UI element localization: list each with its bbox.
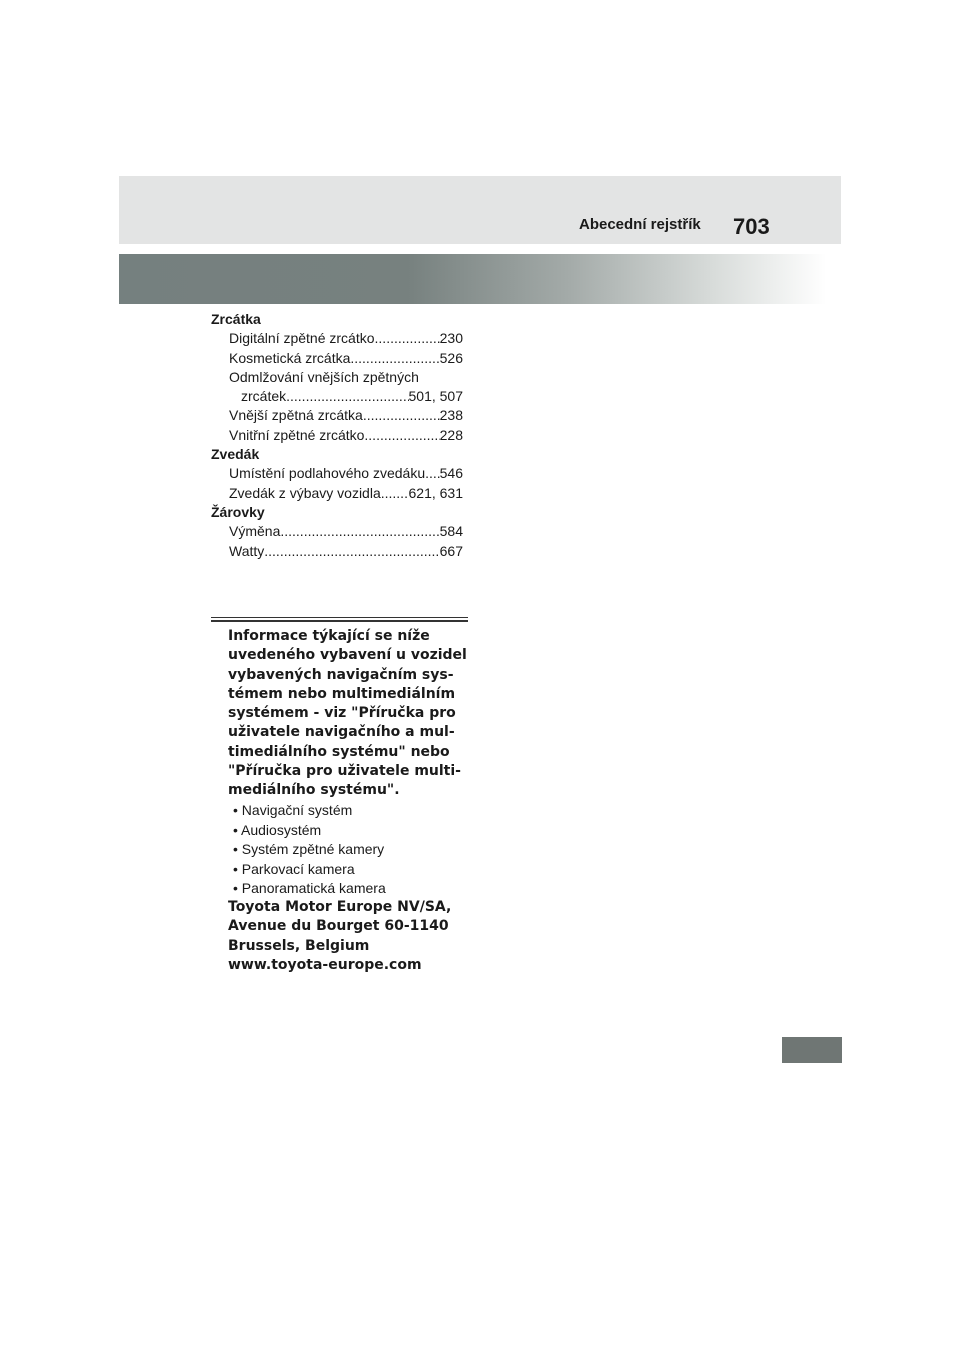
index-entry: Vnější zpětná zrcátka ..... 238 <box>211 406 463 425</box>
thumb-index-tab <box>782 1037 842 1063</box>
index-entry: Odmlžování vnějších zpětných <box>229 368 419 385</box>
info-line: vybavených navigačním sys- <box>228 666 454 683</box>
section-title: Abecední rejstřík <box>579 216 701 233</box>
list-item: • Navigační systém <box>233 802 353 818</box>
info-line: systémem - viz "Příručka pro <box>228 705 456 722</box>
list-item: • Audiosystém <box>233 821 322 838</box>
index-entry: Watty ..... 667 <box>211 542 463 561</box>
index-heading: Zrcátka <box>211 311 261 327</box>
address-line: Toyota Motor Europe NV/SA, <box>228 899 452 915</box>
company-address <box>228 898 478 975</box>
index-heading: Zvedák <box>211 446 260 463</box>
info-notice <box>228 627 472 801</box>
index-entry: Kosmetická zrcátka ..... 526 <box>211 349 463 368</box>
index-entry: Digitální zpětné zrcátko ..... 230 <box>211 329 463 348</box>
double-rule-divider <box>211 617 468 622</box>
info-line: témem nebo multimediálním <box>228 685 456 702</box>
address-line: Brussels, Belgium <box>228 937 370 954</box>
info-line: mediálního systému". <box>228 782 400 799</box>
info-line: uvedeného vybavení u vozidel <box>228 647 467 664</box>
list-item: • Parkovací kamera <box>233 860 355 877</box>
address-line: Avenue du Bourget 60-1140 <box>228 918 449 935</box>
header-gradient-bar <box>119 254 841 304</box>
index-list <box>211 310 463 561</box>
info-line: timediálního systému" nebo <box>228 743 450 760</box>
index-entry: Vnitřní zpětné zrcátko ..... 228 <box>211 426 463 445</box>
index-entry-continued: zrcátek ..... 501, 507 <box>211 387 463 406</box>
info-line: Informace týkající se níže <box>228 628 430 644</box>
index-entry: Umístění podlahového zvedáku ..... 546 <box>211 464 463 483</box>
info-line: uživatele navigačního a mul- <box>228 724 455 741</box>
index-heading: Žárovky <box>211 503 265 520</box>
page-number: 703 <box>733 214 770 239</box>
website-line: www.toyota-europe.com <box>228 956 422 973</box>
index-entry: Zvedák z výbavy vozidla ..... 621, 631 <box>211 484 463 503</box>
index-entry: Výměna ..... 584 <box>211 522 463 541</box>
list-item: • Systém zpětné kamery <box>233 841 385 857</box>
list-item: • Panoramatická kamera <box>233 880 386 896</box>
equipment-list <box>233 801 386 899</box>
info-line: "Příručka pro uživatele multi- <box>228 763 461 780</box>
